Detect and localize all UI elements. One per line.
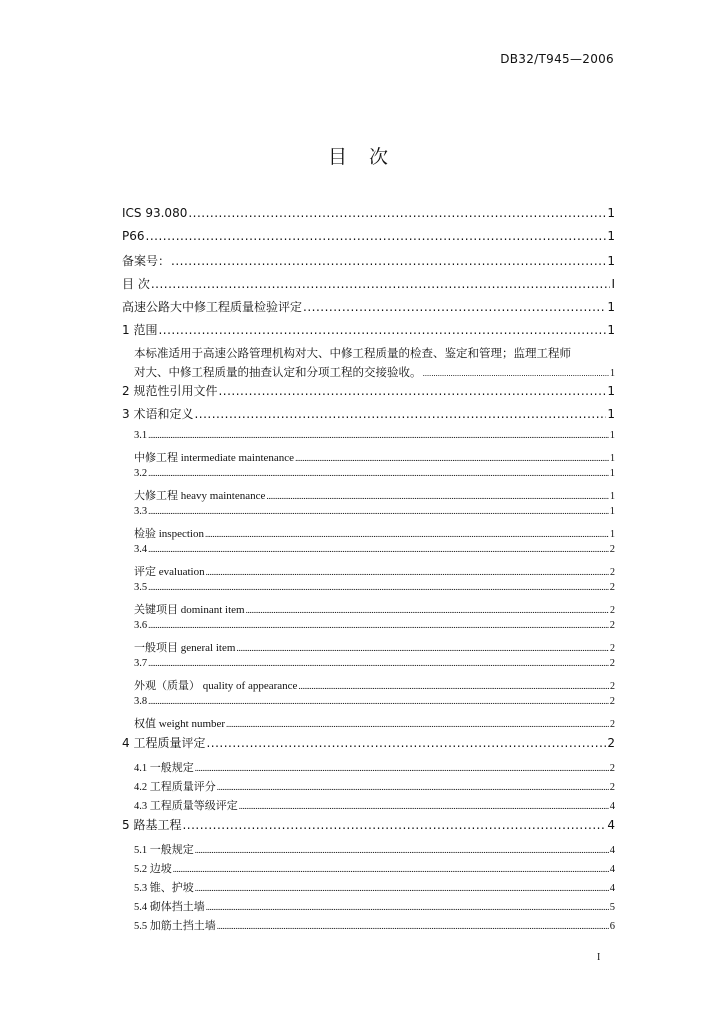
toc-entry-subgrade-works[interactable]: 5 路基工程 ..... 4 [122,816,615,839]
toc-subentry-5-4[interactable]: 5.4 砌体挡土墙 ..... 5 [122,898,615,917]
toc-subentry-heavy-maintenance[interactable]: 大修工程 heavy maintenance ..... 1 [122,487,615,506]
toc-subentry-3-3[interactable]: 3.3 ..... 1 [122,506,615,525]
toc-title: 目 次 [327,146,397,168]
toc-subentry-3-4[interactable]: 3.4 ..... 2 [122,544,615,563]
toc-subentry-quality-of-appearance[interactable]: 外观（质量） quality of appearance ..... 2 [122,677,615,696]
toc-entry-main-title[interactable]: 高速公路大中修工程质量检验评定 ..... 1 [122,298,615,321]
toc-subentry-5-2[interactable]: 5.2 边坡 ..... 4 [122,860,615,879]
toc-subentry-5-3[interactable]: 5.3 锥、护坡 ..... 4 [122,879,615,898]
toc-subentry-inspection[interactable]: 检验 inspection ..... 1 [122,525,615,544]
toc-subentry-weight-number[interactable]: 权值 weight number ..... 2 [122,715,615,734]
toc-subentry-3-2[interactable]: 3.2 ..... 1 [122,468,615,487]
table-of-contents [122,206,615,936]
toc-entry-ics[interactable]: ICS 93.080 ..... 1 [122,206,615,229]
toc-entry-scope-text[interactable] [122,344,615,382]
toc-subentry-intermediate-maintenance[interactable]: 中修工程 intermediate maintenance ..... 1 [122,449,615,468]
toc-entry-normative-references[interactable]: 2 规范性引用文件 ..... 1 [122,382,615,405]
toc-subentry-3-5[interactable]: 3.5 ..... 2 [122,582,615,601]
toc-entry-p66[interactable]: P66 ..... 1 [122,229,615,252]
toc-subentry-4-3[interactable]: 4.3 工程质量等级评定 ..... 4 [122,797,615,816]
toc-subentry-evaluation[interactable]: 评定 evaluation ..... 2 [122,563,615,582]
toc-subentry-3-1[interactable]: 3.1 ..... 1 [122,430,615,449]
toc-entry-quality-evaluation[interactable]: 4 工程质量评定 ..... 2 [122,734,615,757]
toc-entry-filing-number[interactable]: 备案号： ..... 1 [122,252,615,275]
scope-text-line-2: 对大、中修工程质量的抽查认定和分项工程的交接验收。 ..... 1 [134,363,615,382]
toc-subentry-3-7[interactable]: 3.7 ..... 2 [122,658,615,677]
standard-code: DB32/T945—2006 [500,52,614,66]
toc-entry-contents[interactable]: 目 次 ..... I [122,275,615,298]
toc-subentry-4-2[interactable]: 4.2 工程质量评分 ..... 2 [122,778,615,797]
toc-subentry-5-5[interactable]: 5.5 加筋土挡土墙 ..... 6 [122,917,615,936]
toc-subentry-3-6[interactable]: 3.6 ..... 2 [122,620,615,639]
toc-subentry-5-1[interactable]: 5.1 一般规定 ..... 4 [122,841,615,860]
toc-subentry-dominant-item[interactable]: 关键项目 dominant item ..... 2 [122,601,615,620]
toc-subentry-general-item[interactable]: 一般项目 general item ..... 2 [122,639,615,658]
toc-entry-scope[interactable]: 1 范围 ..... 1 [122,321,615,344]
toc-subentry-3-8[interactable]: 3.8 ..... 2 [122,696,615,715]
scope-text-line-1: 本标准适用于高速公路管理机构对大、中修工程质量的检查、鉴定和管理；监理工程师 [134,346,571,360]
page-number: I [597,952,601,963]
toc-subentry-4-1[interactable]: 4.1 一般规定 ..... 2 [122,759,615,778]
toc-entry-terms-definitions[interactable]: 3 术语和定义 ..... 1 [122,405,615,428]
